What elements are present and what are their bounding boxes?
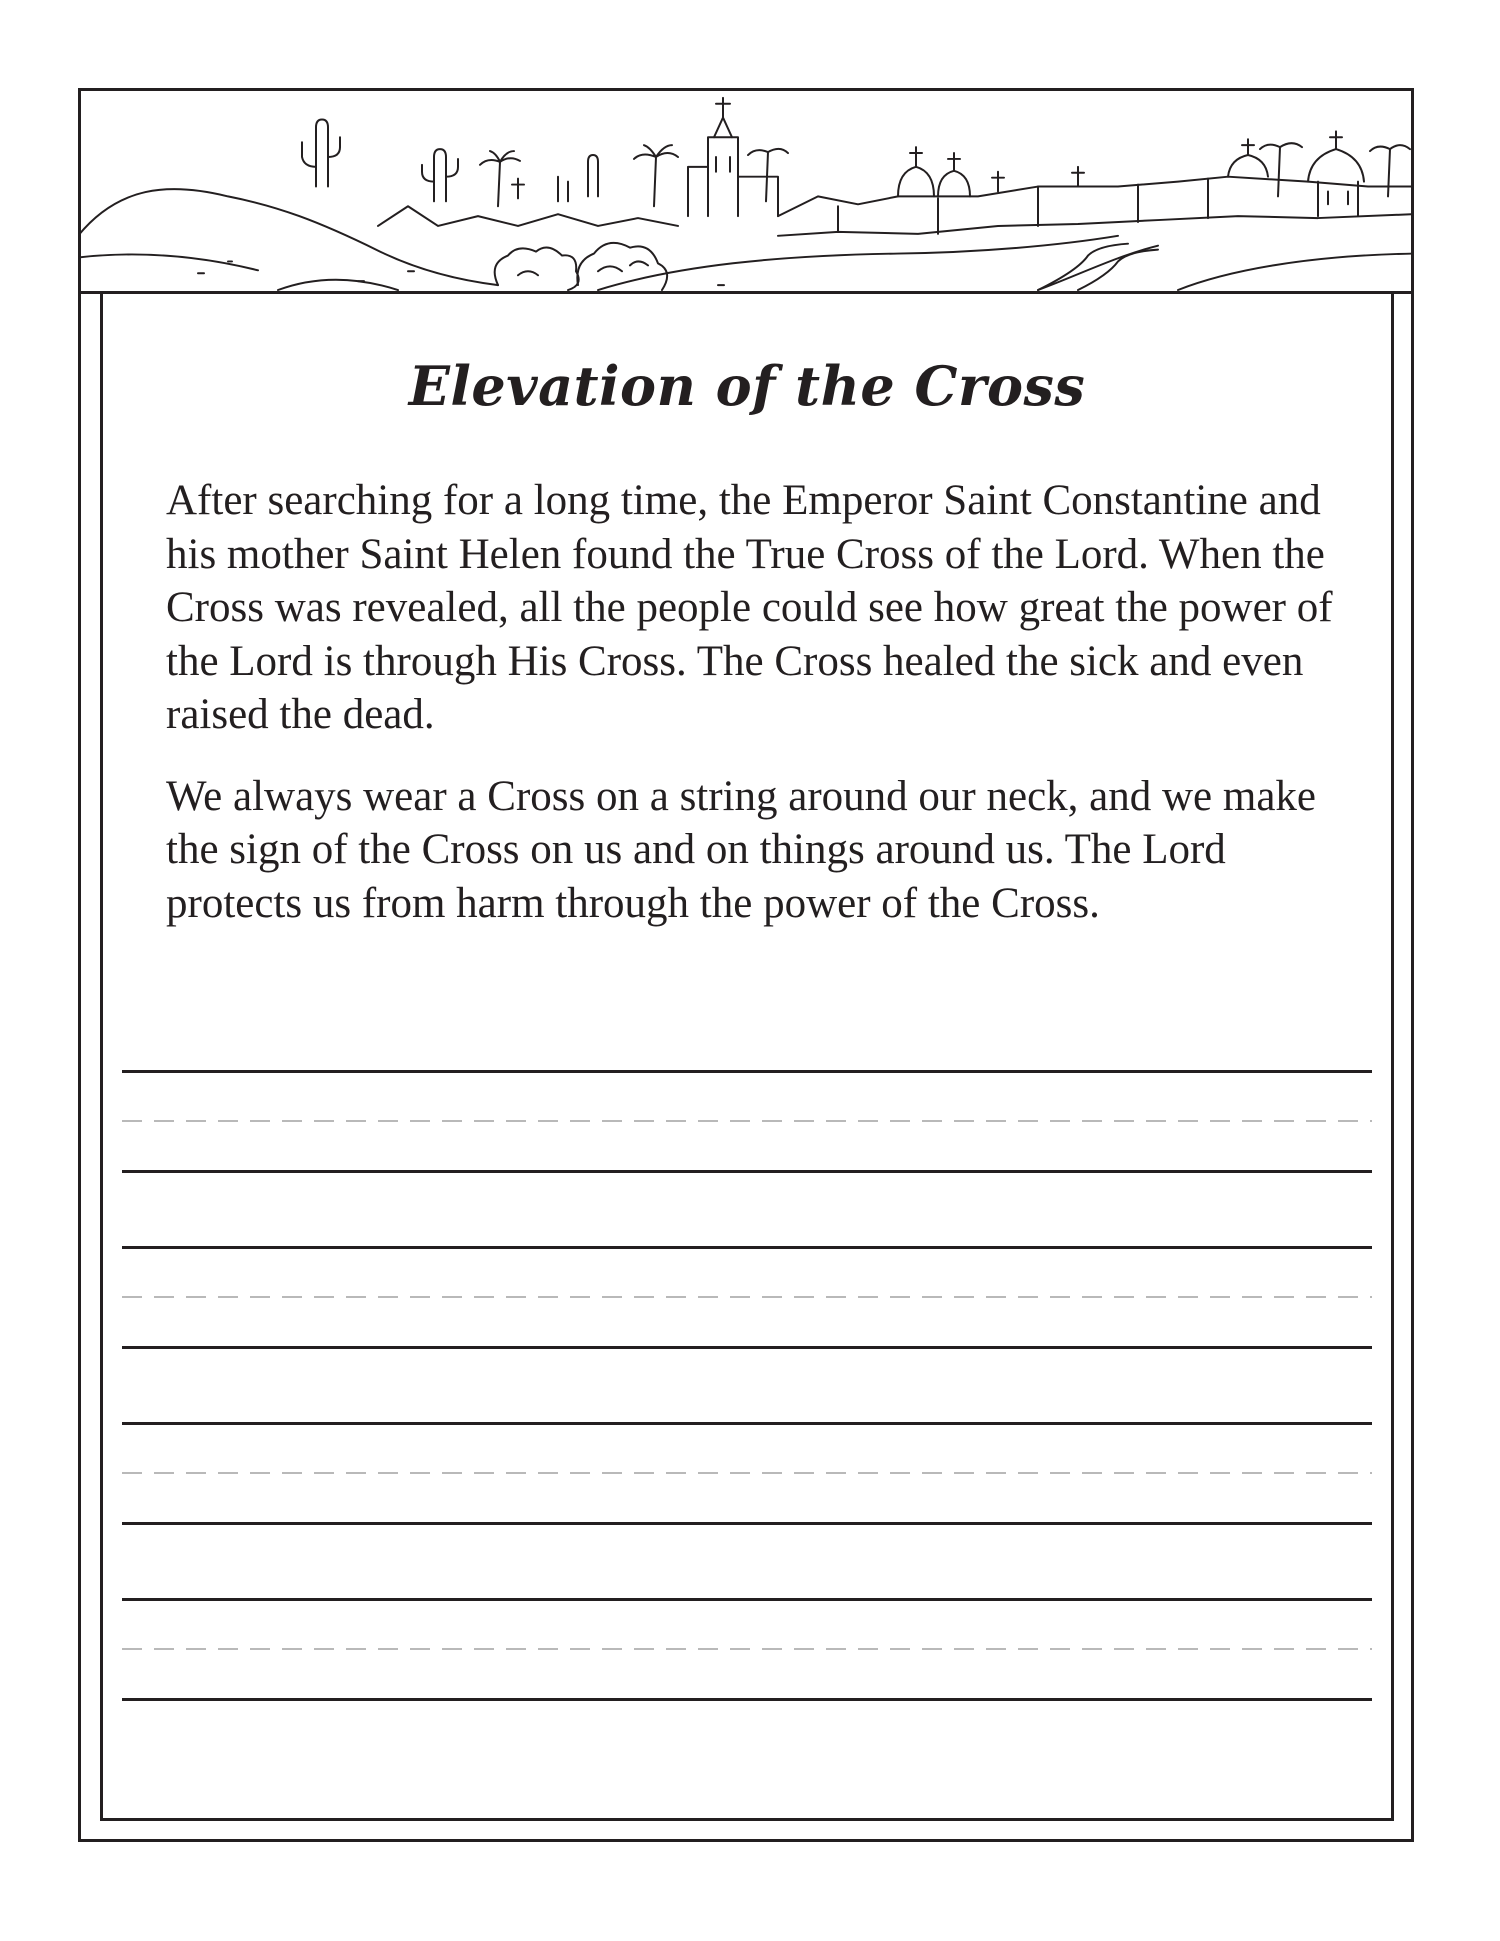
midline-dashed	[122, 1472, 1372, 1474]
handwriting-line-group[interactable]	[122, 1422, 1372, 1524]
desert-town-skyline-illustration	[78, 88, 1414, 291]
midline-dashed	[122, 1120, 1372, 1122]
handwriting-practice-area[interactable]	[122, 1070, 1372, 1774]
story-paragraph: We always wear a Cross on a string around our neck, and we make the sign of the Cross on us and on things around us. The Lord protects us from harm through the power of the Cross.	[166, 772, 1316, 927]
story-text	[166, 474, 1356, 958]
handwriting-line-group[interactable]	[122, 1070, 1372, 1172]
worksheet-title: Elevation of the Cross	[408, 354, 1086, 418]
baseline	[122, 1346, 1372, 1349]
baseline	[122, 1522, 1372, 1525]
top-line	[122, 1246, 1372, 1249]
story-paragraph: After searching for a long time, the Emperor Saint Constantine and his mother Saint Helen found the True Cross of the Lord. When the Cross was revealed, all the people could see how great the power of the Lord is through His Cross. The Cross healed the sick and even raised the dead.	[166, 477, 1333, 738]
midline-dashed	[122, 1296, 1372, 1298]
baseline	[122, 1170, 1372, 1173]
baseline	[122, 1698, 1372, 1701]
handwriting-line-group[interactable]	[122, 1598, 1372, 1700]
midline-dashed	[122, 1648, 1372, 1650]
handwriting-line-group[interactable]	[122, 1246, 1372, 1348]
top-line	[122, 1070, 1372, 1073]
header-illustration	[78, 88, 1414, 294]
top-line	[122, 1598, 1372, 1601]
top-line	[122, 1422, 1372, 1425]
